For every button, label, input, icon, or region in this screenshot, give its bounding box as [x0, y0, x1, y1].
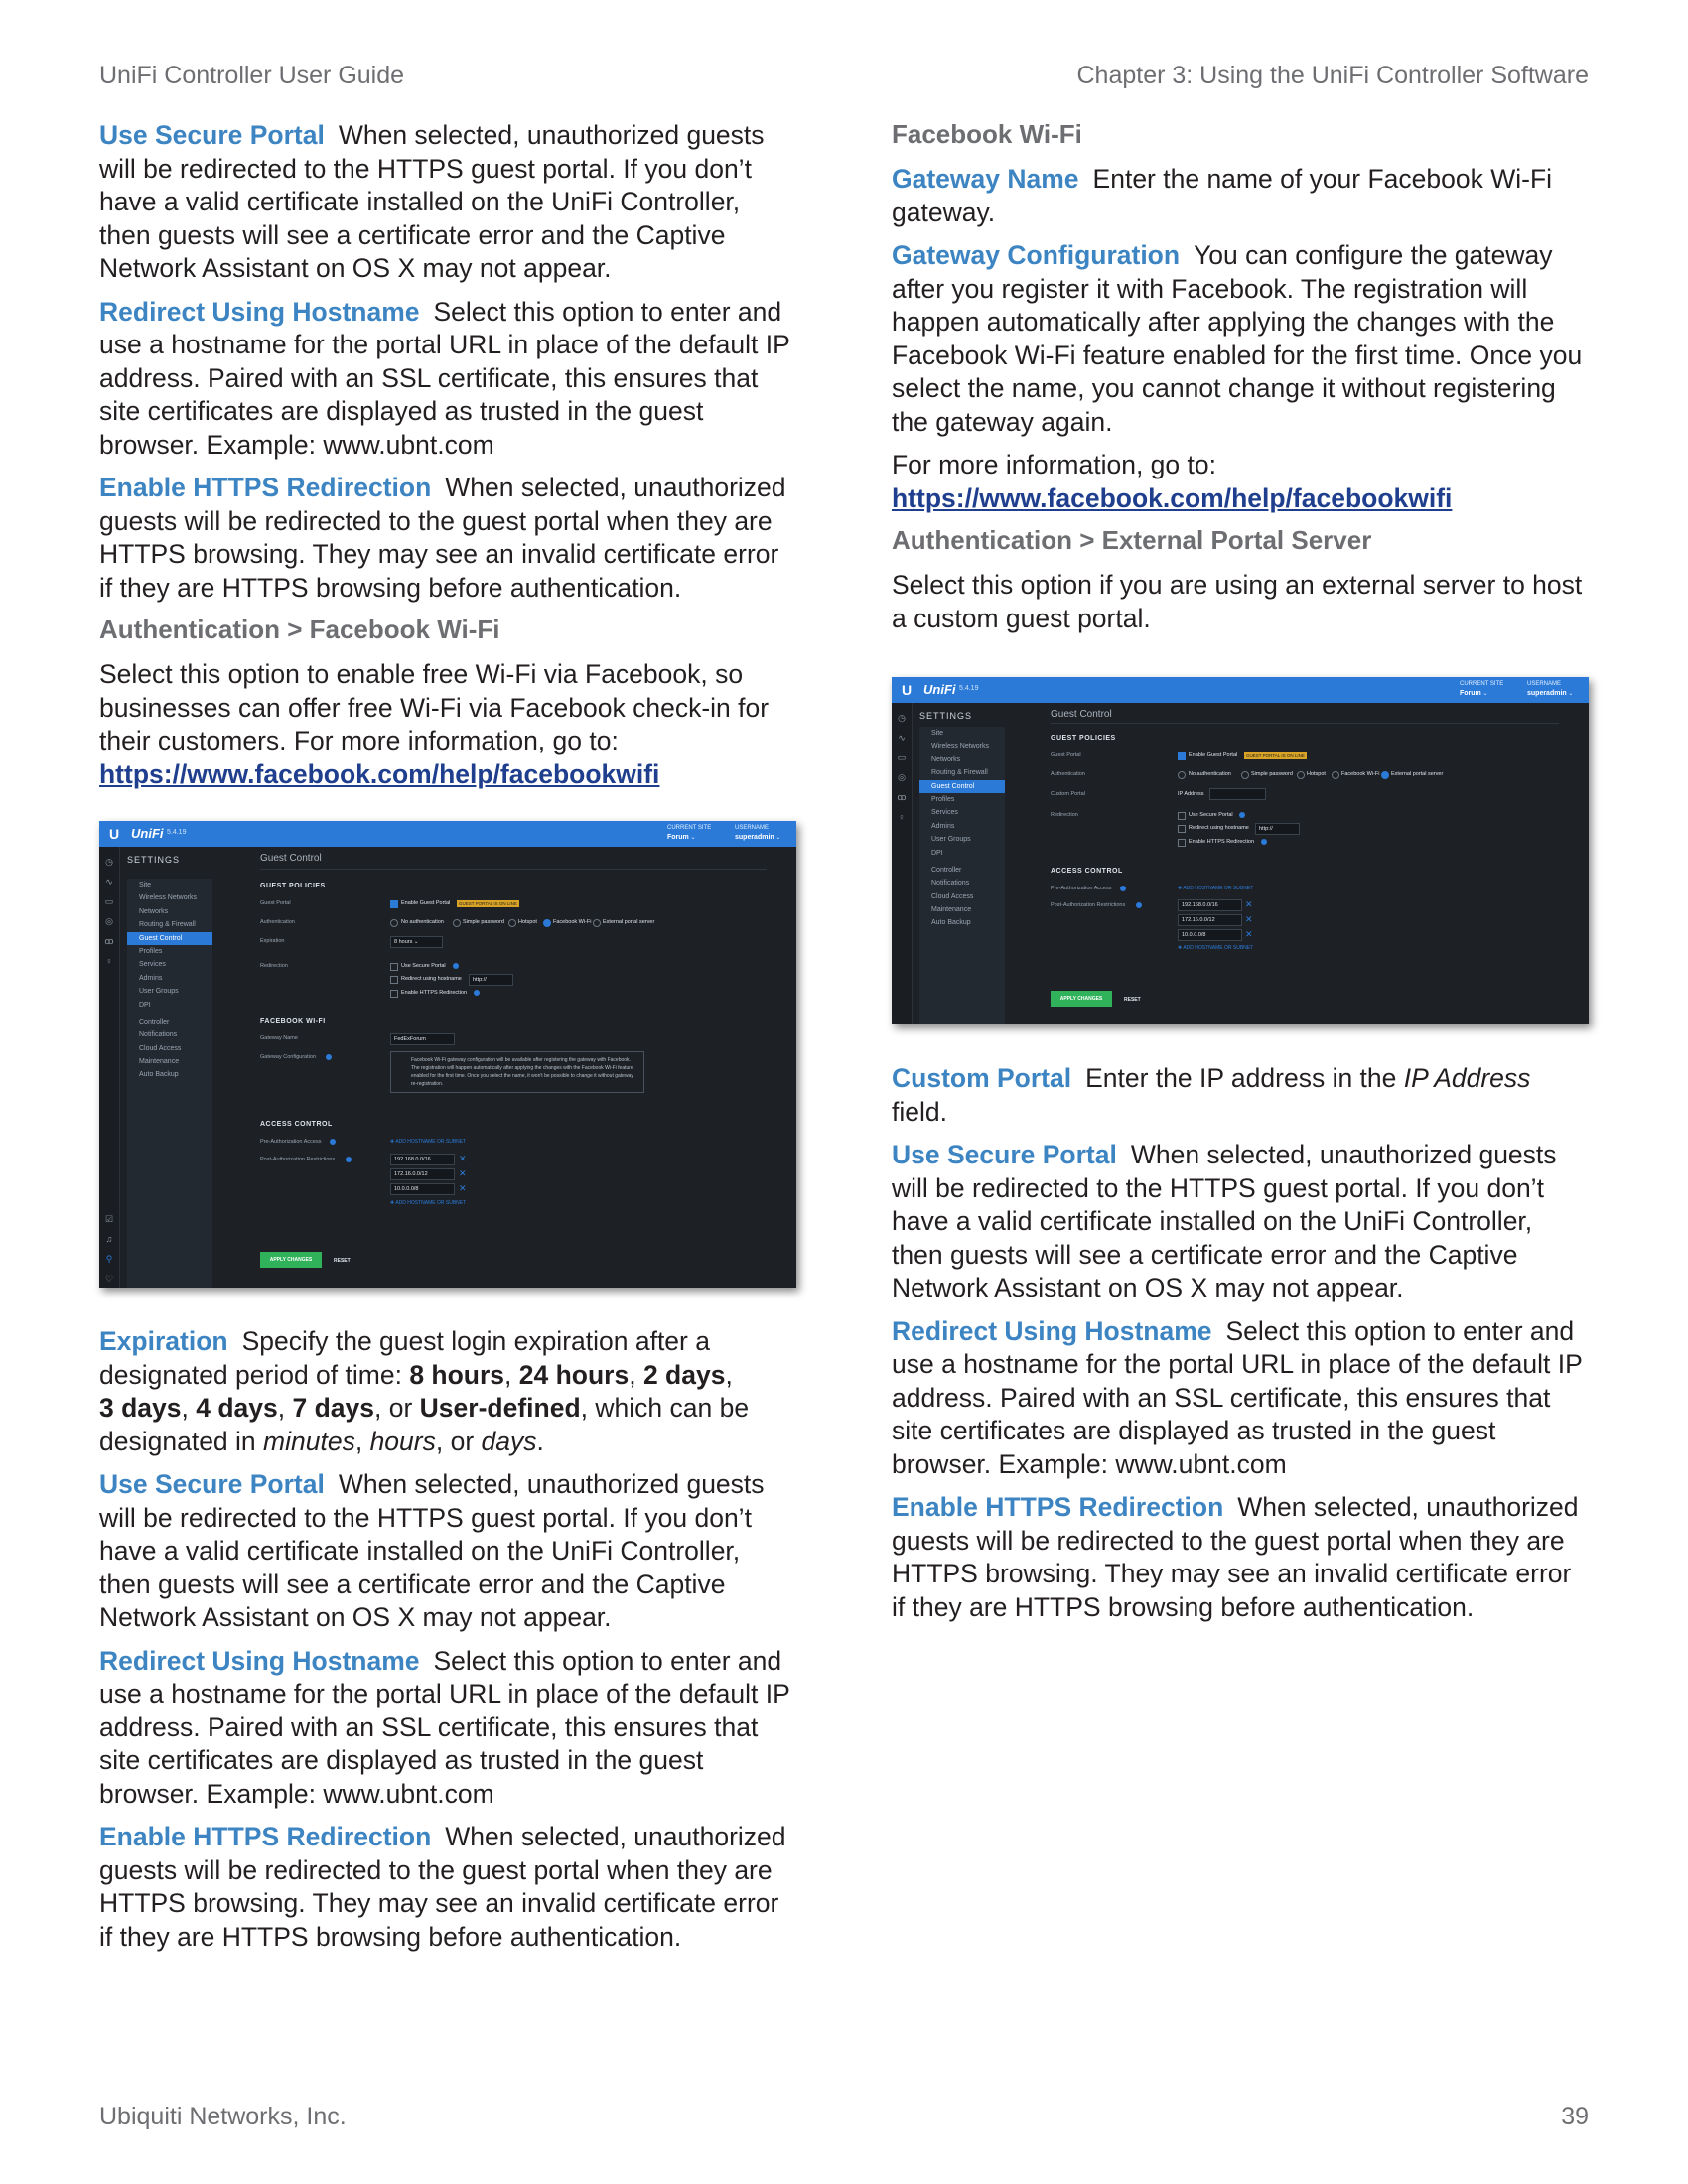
info-icon[interactable]: [1239, 812, 1245, 818]
info-icon[interactable]: [1136, 902, 1142, 908]
expiration-value: 8 hours: [394, 939, 413, 945]
option-4-days: 4 days: [196, 1393, 278, 1423]
settings-nav: [919, 727, 1005, 1024]
https-redirection-checkbox[interactable]: [1178, 839, 1186, 847]
expiration-label: Expiration: [260, 938, 285, 944]
portal-status-badge: GUEST PORTAL IS ON LINE: [459, 901, 517, 906]
term-redirect-hostname: Redirect Using Hostname: [99, 296, 420, 327]
remove-subnet-icon[interactable]: ✕: [459, 1183, 467, 1193]
controller-topbar: [892, 677, 1589, 703]
ubiquiti-logo-icon: U: [902, 682, 913, 698]
nav-controller[interactable]: Controller: [931, 866, 962, 874]
redirection-label: Redirection: [260, 963, 288, 969]
current-site-selector[interactable]: CURRENT SITE Forum ⌄: [667, 825, 712, 841]
subnet-input-3[interactable]: 10.0.0.0/8: [390, 1183, 455, 1195]
add-host-text: ADD HOSTNAME OR SUBNET: [1183, 886, 1254, 891]
https-redirection-text: Enable HTTPS Redirection: [401, 990, 468, 996]
nav-dpi[interactable]: DPI: [139, 1001, 151, 1009]
redirect-hostname-text: Redirect using hostname: [1189, 825, 1249, 831]
option-user-defined: User-defined: [419, 1393, 581, 1423]
current-site-label: CURRENT SITE: [1460, 681, 1504, 687]
nav-user-groups[interactable]: User Groups: [931, 836, 971, 844]
auth-external-text: External portal server: [1391, 771, 1444, 777]
clients-icon[interactable]: ꝏ: [104, 936, 114, 946]
subnet-input-3[interactable]: 10.0.0.0/8: [1178, 929, 1242, 941]
section-access-control: ACCESS CONTROL: [1051, 868, 1123, 875]
page-title: Guest Control: [1051, 709, 1112, 720]
add-hostname-pre-button[interactable]: ✚ ADD HOSTNAME OR SUBNET: [1178, 886, 1254, 891]
remove-subnet-icon[interactable]: ✕: [1245, 899, 1253, 909]
pre-auth-label: Pre-Authorization Access: [1051, 886, 1112, 891]
nav-maintenance[interactable]: Maintenance: [931, 906, 972, 914]
remove-subnet-icon[interactable]: ✕: [1245, 914, 1253, 924]
redirection-label: Redirection: [1051, 812, 1078, 818]
auth-password-radio[interactable]: [453, 919, 461, 927]
dashboard-icon[interactable]: ◷: [898, 713, 906, 723]
post-auth-label: Post-Authorization Restrictions: [1051, 902, 1126, 908]
para-text: You can configure the gateway after you register it with Facebook. The registration will happen automatically after applying the changes with the Facebook Wi-Fi feature enabled for the first time. Once you select the name, you cannot change it without registering the gateway again.: [892, 240, 1583, 437]
nav-cloud-access[interactable]: Cloud Access: [139, 1044, 182, 1052]
nav-controller[interactable]: Controller: [139, 1018, 170, 1025]
use-secure-portal-checkbox[interactable]: [1178, 812, 1186, 820]
clients-icon[interactable]: ꝏ: [897, 792, 907, 802]
portal-status-badge: GUEST PORTAL IS ON LINE: [1246, 753, 1305, 758]
add-hostname-post-button[interactable]: ✚ ADD HOSTNAME OR SUBNET: [1178, 945, 1254, 951]
term-use-secure-portal: Use Secure Portal: [99, 1469, 325, 1499]
guest-control-screenshot-facebook: [99, 821, 796, 1288]
subheading-facebook-wifi-right: Facebook Wi-Fi: [892, 119, 1082, 149]
current-site-value: Forum: [1460, 690, 1481, 697]
info-icon[interactable]: [1261, 839, 1267, 845]
redirect-hostname-para-2: [99, 1645, 794, 1812]
running-header-title: UniFi Controller User Guide: [99, 62, 405, 89]
para-text: When selected, unauthorized guests will be redirected to the guest portal when they are HTTPS browsing. They may see an invalid certificate error if they are HTTPS browsing before authentication.: [99, 473, 786, 603]
left-column: [99, 119, 794, 1964]
guest-control-screenshot-external: [892, 677, 1589, 1024]
add-host-text: ADD HOSTNAME OR SUBNET: [395, 1139, 467, 1145]
facebook-wifi-para: [99, 658, 794, 791]
custom-portal-label: Custom Portal: [1051, 791, 1085, 797]
nav-guest-control[interactable]: Guest Control: [919, 780, 1005, 793]
term-gateway-name: Gateway Name: [892, 164, 1079, 194]
term-redirect-hostname: Redirect Using Hostname: [99, 1645, 420, 1676]
sep: , or: [374, 1393, 420, 1423]
apply-changes-button[interactable]: APPLY CHANGES: [1051, 991, 1112, 1007]
sep: ,: [629, 1359, 643, 1390]
ubiquiti-logo-icon: U: [109, 826, 120, 842]
nav-notifications[interactable]: Notifications: [931, 880, 970, 887]
username-label: USERNAME: [1527, 681, 1562, 687]
use-secure-portal-checkbox[interactable]: [390, 963, 398, 971]
gateway-name-label: Gateway Name: [260, 1035, 298, 1041]
term-redirect-hostname: Redirect Using Hostname: [892, 1315, 1212, 1346]
username-value: superadmin: [735, 834, 774, 841]
subheading-facebook-wifi: Authentication > Facebook Wi-Fi: [99, 614, 500, 644]
nav-services[interactable]: Services: [931, 809, 958, 817]
term-custom-portal: Custom Portal: [892, 1063, 1072, 1093]
page-title: Guest Control: [260, 853, 322, 864]
version-label: 5.4.19: [959, 685, 979, 692]
enable-guest-portal-text: Enable Guest Portal: [401, 900, 451, 906]
reset-button[interactable]: RESET: [1124, 997, 1141, 1003]
facebook-wifi-link[interactable]: https://www.facebook.com/help/facebookwifi: [99, 758, 660, 789]
icon-rail: [99, 847, 120, 1288]
nav-profiles[interactable]: Profiles: [931, 795, 955, 803]
guest-portal-label: Guest Portal: [260, 900, 291, 906]
auth-facebook-text: Facebook Wi-Fi: [1341, 771, 1380, 777]
sep: .: [536, 1426, 544, 1456]
unifi-brand: UniFi: [131, 826, 164, 841]
info-icon[interactable]: [346, 1157, 352, 1162]
ip-address-field-ref: IP Address: [1403, 1063, 1531, 1093]
right-column: [892, 119, 1587, 1634]
para-text: Select this option to enable free Wi-Fi via Facebook, so businesses can offer free Wi-Fi via Facebook check-in for their customers. For more information, go to:: [99, 659, 770, 755]
nav-guest-control[interactable]: Guest Control: [127, 932, 212, 945]
settings-title: SETTINGS: [127, 855, 181, 865]
nav-networks[interactable]: Networks: [139, 907, 169, 915]
para-text: For more information, go to:: [892, 450, 1216, 479]
auth-facebook-text: Facebook Wi-Fi: [553, 919, 592, 925]
icon-rail: [892, 703, 913, 1024]
devices-icon[interactable]: ◎: [898, 772, 906, 782]
auth-facebook-radio[interactable]: [1332, 771, 1339, 779]
para-text: Select this option if you are using an external server to host a custom guest portal.: [892, 570, 1583, 633]
user-menu[interactable]: USERNAME superadmin ⌄: [1527, 681, 1574, 697]
gateway-config-label: Gateway Configuration: [260, 1054, 316, 1060]
para-text: , which can be designated in: [99, 1393, 750, 1456]
nav-auto-backup[interactable]: Auto Backup: [931, 919, 971, 927]
remove-subnet-icon[interactable]: ✕: [1245, 929, 1253, 939]
ip-address-input[interactable]: [1209, 788, 1266, 800]
nav-networks[interactable]: Networks: [931, 755, 961, 763]
para-text: Enter the name of your Facebook Wi-Fi gateway.: [892, 164, 1553, 227]
footer-company: Ubiquiti Networks, Inc.: [99, 2103, 347, 2130]
auth-none-text: No authentication: [1189, 771, 1231, 777]
guest-portal-label: Guest Portal: [1051, 752, 1081, 758]
statistics-icon[interactable]: ∿: [898, 733, 906, 743]
info-icon[interactable]: [326, 1054, 332, 1060]
info-icon[interactable]: [453, 963, 459, 969]
auth-password-radio[interactable]: [1241, 771, 1249, 779]
dashboard-icon[interactable]: ◷: [105, 857, 113, 867]
unit-hours: hours: [369, 1426, 436, 1456]
redirect-hostname-para: [99, 296, 794, 463]
hostname-input[interactable]: http://: [469, 974, 513, 986]
auth-hotspot-text: Hotspot: [518, 919, 537, 925]
para-text: When selected, unauthorized guests will be redirected to the guest portal when they are HTTPS browsing. They may see an invalid certificate error if they are HTTPS browsing before authentication.: [99, 1822, 786, 1952]
unit-minutes: minutes: [263, 1426, 355, 1456]
auth-password-text: Simple password: [1251, 771, 1293, 777]
divider: [1051, 723, 1559, 724]
gateway-note-text: Facebook Wi-Fi gateway configuration will be available after registering the gateway with Facebook. The registration will happen automatically after applying the changes with the Facebook Wi-Fi feature enabled for the first time. Once you select the name, it won't be possible to change it without gateway re-registration.: [411, 1057, 633, 1087]
authentication-label: Authentication: [260, 919, 295, 925]
option-2-days: 2 days: [642, 1359, 726, 1390]
para-text: Select this option to enter and use a hostname for the portal URL in place of the default IP address. Paired with an SSL certificate, this ensures that site certificates are displayed as trusted in the guest browser. Example: www.ubnt.com: [99, 296, 790, 460]
auth-none-text: No authentication: [401, 919, 444, 925]
page-number: 39: [1561, 2103, 1589, 2130]
hostname-input[interactable]: http://: [1255, 823, 1300, 835]
auth-facebook-radio[interactable]: [543, 919, 551, 927]
section-guest-policies: GUEST POLICIES: [260, 883, 326, 889]
gateway-config-para: [892, 239, 1587, 439]
section-guest-policies: GUEST POLICIES: [1051, 735, 1116, 742]
insights-icon[interactable]: ♀: [898, 812, 906, 822]
para-text: When selected, unauthorized guests will be redirected to the guest portal when they are HTTPS browsing. They may see an invalid certificate error if they are HTTPS browsing before authentication.: [892, 1492, 1579, 1622]
ip-address-label: IP Address: [1178, 791, 1204, 797]
expiration-para: [99, 1325, 794, 1458]
nav-notifications[interactable]: Notifications: [139, 1031, 178, 1039]
username-value: superadmin: [1527, 690, 1567, 697]
term-gateway-config: Gateway Configuration: [892, 240, 1181, 270]
unifi-brand: UniFi: [923, 682, 956, 697]
insights-icon[interactable]: ♀: [105, 956, 113, 966]
nav-profiles[interactable]: Profiles: [139, 947, 163, 955]
nav-site[interactable]: Site: [139, 882, 152, 888]
remove-subnet-icon[interactable]: ✕: [459, 1154, 467, 1163]
nav-services[interactable]: Services: [139, 961, 166, 969]
term-https-redirection: Enable HTTPS Redirection: [99, 473, 432, 502]
auth-password-text: Simple password: [463, 919, 504, 925]
enable-guest-portal-checkbox[interactable]: [390, 900, 398, 908]
custom-portal-para: [892, 1062, 1587, 1129]
auth-external-radio[interactable]: [593, 919, 601, 927]
use-secure-portal-para-2: [99, 1468, 794, 1635]
current-site-value: Forum: [667, 834, 689, 841]
option-24-hours: 24 hours: [518, 1359, 630, 1390]
auth-none-radio[interactable]: [1178, 771, 1186, 779]
nav-auto-backup[interactable]: Auto Backup: [139, 1071, 179, 1079]
authentication-label: Authentication: [1051, 771, 1085, 777]
facebook-wifi-link-right[interactable]: https://www.facebook.com/help/facebookwifi: [892, 482, 1453, 513]
use-secure-portal-text: Use Secure Portal: [401, 963, 446, 969]
running-header-chapter: Chapter 3: Using the UniFi Controller Software: [1076, 62, 1589, 89]
subheading-external-portal: Authentication > External Portal Server: [892, 525, 1372, 555]
https-redirection-para: [99, 472, 794, 605]
redirect-hostname-checkbox[interactable]: [390, 976, 398, 984]
add-hostname-pre-button[interactable]: ✚ ADD HOSTNAME OR SUBNET: [390, 1139, 467, 1145]
term-expiration: Expiration: [99, 1326, 228, 1356]
term-use-secure-portal: Use Secure Portal: [99, 120, 325, 150]
sep: ,: [725, 1359, 733, 1390]
use-secure-portal-para: [99, 119, 794, 286]
para-text: When selected, unauthorized guests will be redirected to the HTTPS guest portal. If you don’t have a valid certificate installed on the UniFi Controller, then guests will see a certificate error and the Captive Network Assistant on OS X may not appear.: [892, 1140, 1557, 1302]
info-icon[interactable]: [330, 1139, 336, 1145]
term-https-redirection: Enable HTTPS Redirection: [892, 1492, 1224, 1522]
statistics-icon[interactable]: ∿: [105, 877, 113, 887]
auth-hotspot-radio[interactable]: [508, 919, 516, 927]
auth-external-text: External portal server: [603, 919, 655, 925]
info-icon[interactable]: [474, 990, 480, 996]
redirect-hostname-para-right: [892, 1315, 1587, 1482]
current-site-label: CURRENT SITE: [667, 825, 712, 831]
auth-none-radio[interactable]: [390, 919, 398, 927]
para-text: Enter the IP address in the: [1085, 1063, 1404, 1093]
option-3-days: 3 days: [99, 1393, 182, 1423]
nav-user-groups[interactable]: User Groups: [139, 988, 179, 996]
section-facebook-wifi: FACEBOOK WI-FI: [260, 1018, 326, 1024]
subnet-input-1[interactable]: 192.168.0.0/16: [1178, 899, 1242, 911]
settings-nav: [127, 879, 212, 1288]
controller-topbar: [99, 821, 796, 847]
nav-admins[interactable]: Admins: [931, 822, 955, 830]
divider: [260, 869, 767, 870]
sep: , or: [435, 1426, 482, 1456]
enable-guest-portal-text: Enable Guest Portal: [1189, 752, 1238, 758]
sep: ,: [277, 1393, 293, 1423]
expiration-select[interactable]: 8 hours ⌄: [390, 936, 443, 948]
nav-routing-firewall[interactable]: Routing & Firewall: [139, 921, 196, 929]
auth-hotspot-radio[interactable]: [1297, 771, 1305, 779]
https-redirection-para-right: [892, 1491, 1587, 1624]
subnet-input-2[interactable]: 172.16.0.0/12: [1178, 914, 1242, 926]
subnet-input-1[interactable]: 192.168.0.0/16: [390, 1154, 455, 1165]
nav-routing-firewall[interactable]: Routing & Firewall: [931, 769, 988, 777]
https-redirection-checkbox[interactable]: [390, 990, 398, 998]
support-icon[interactable]: ♡: [104, 1274, 114, 1284]
sep: ,: [504, 1359, 519, 1390]
para-text: When selected, unauthorized guests will be redirected to the HTTPS guest portal. If you don’t have a valid certificate installed on the UniFi Controller, then guests will see a certificate error and the Captive Network Assistant on OS X may not appear.: [99, 1469, 765, 1632]
sep: ,: [354, 1426, 370, 1456]
term-use-secure-portal: Use Secure Portal: [892, 1140, 1117, 1169]
add-hostname-post-button[interactable]: ✚ ADD HOSTNAME OR SUBNET: [390, 1200, 467, 1206]
current-site-selector[interactable]: CURRENT SITE Forum ⌄: [1460, 681, 1504, 697]
nav-cloud-access[interactable]: Cloud Access: [931, 892, 974, 900]
nav-admins[interactable]: Admins: [139, 974, 163, 982]
devices-icon[interactable]: ◎: [105, 916, 113, 926]
para-text: Select this option to enter and use a hostname for the portal URL in place of the default IP address. Paired with an SSL certificate, this ensures that site certificates are displayed as trusted in the guest browser. Example: www.ubnt.com: [892, 1315, 1583, 1479]
external-portal-para: [892, 569, 1587, 635]
add-host-text: ADD HOSTNAME OR SUBNET: [395, 1200, 467, 1206]
gateway-config-note: [390, 1051, 644, 1093]
nav-dpi[interactable]: DPI: [931, 849, 943, 857]
sep: ,: [181, 1393, 197, 1423]
map-icon[interactable]: ▭: [897, 752, 907, 762]
nav-maintenance[interactable]: Maintenance: [139, 1058, 180, 1066]
option-7-days: 7 days: [292, 1393, 375, 1423]
remove-subnet-icon[interactable]: ✕: [459, 1168, 467, 1178]
info-icon[interactable]: [1120, 886, 1126, 891]
add-host-text: ADD HOSTNAME OR SUBNET: [1183, 945, 1254, 951]
username-label: USERNAME: [735, 825, 770, 831]
auth-external-radio[interactable]: [1381, 771, 1389, 779]
option-8-hours: 8 hours: [409, 1359, 505, 1390]
pre-auth-label: Pre-Authorization Access: [260, 1139, 322, 1145]
map-icon[interactable]: ▭: [104, 896, 114, 906]
unit-days: days: [481, 1426, 537, 1456]
nav-site[interactable]: Site: [931, 730, 944, 737]
nav-wireless-networks[interactable]: Wireless Networks: [139, 894, 197, 902]
https-redirection-text: Enable HTTPS Redirection: [1189, 839, 1255, 845]
events-icon[interactable]: ☑: [104, 1214, 114, 1224]
term-https-redirection: Enable HTTPS Redirection: [99, 1822, 432, 1851]
para-text: field.: [892, 1096, 947, 1127]
para-text: Specify the guest login expiration after a designated period of time:: [99, 1326, 710, 1390]
use-secure-portal-para-right: [892, 1139, 1587, 1305]
apply-changes-button[interactable]: APPLY CHANGES: [260, 1252, 322, 1268]
settings-title: SETTINGS: [919, 711, 973, 721]
auth-hotspot-text: Hotspot: [1307, 771, 1326, 777]
section-access-control: ACCESS CONTROL: [260, 1121, 333, 1128]
use-secure-portal-text: Use Secure Portal: [1189, 812, 1233, 818]
subnet-input-2[interactable]: 172.16.0.0/12: [390, 1168, 455, 1180]
redirect-hostname-text: Redirect using hostname: [401, 976, 462, 982]
alerts-icon[interactable]: ♫: [105, 1234, 113, 1244]
para-text: Select this option to enter and use a hostname for the portal URL in place of the default IP address. Paired with an SSL certificate, this ensures that site certificates are displayed as trusted in the guest browser. Example: www.ubnt.com: [99, 1645, 790, 1809]
gateway-name-input[interactable]: FedExForum: [390, 1033, 455, 1045]
nav-wireless-networks[interactable]: Wireless Networks: [931, 743, 989, 751]
para-text: When selected, unauthorized guests will be redirected to the HTTPS guest portal. If you don’t have a valid certificate installed on the UniFi Controller, then guests will see a certificate error and the Captive Network Assistant on OS X may not appear.: [99, 120, 765, 283]
redirect-hostname-checkbox[interactable]: [1178, 825, 1186, 833]
user-menu[interactable]: USERNAME superadmin ⌄: [735, 825, 781, 841]
more-info-para: [892, 449, 1587, 515]
post-auth-label: Post-Authorization Restrictions: [260, 1157, 336, 1162]
version-label: 5.4.19: [167, 829, 187, 836]
enable-guest-portal-checkbox[interactable]: [1178, 752, 1186, 760]
settings-icon[interactable]: ⚲: [105, 1254, 113, 1264]
gateway-name-para: [892, 163, 1587, 229]
https-redirection-para-2: [99, 1821, 794, 1954]
reset-button[interactable]: RESET: [334, 1258, 351, 1264]
